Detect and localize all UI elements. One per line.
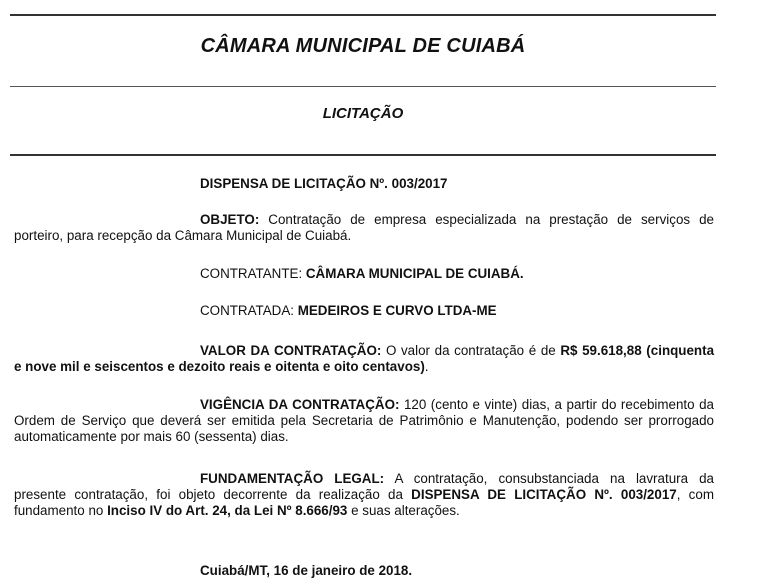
- contratante-line: [200, 266, 524, 282]
- valor-paragraph: [14, 343, 714, 375]
- top-rule: [10, 14, 716, 16]
- contratada-label: CONTRATADA:: [200, 303, 298, 318]
- valor-text: O valor da contratação é de: [381, 343, 561, 358]
- objeto-text: Contratação de empresa especializada na prestação de serviços de porteiro, para recepção da Câmara Municipal de Cuiabá.: [14, 212, 714, 243]
- header-divider: [10, 86, 716, 87]
- valor-extenso: (cinquenta e nove mil e seiscentos e dezoito reais e oitenta e oito centavos): [14, 343, 715, 374]
- institution-title: CÂMARA MUNICIPAL DE CUIABÁ: [200, 35, 526, 57]
- objeto-label: OBJETO:: [200, 212, 260, 227]
- contratante-label: CONTRATANTE:: [200, 266, 306, 281]
- valor-end: .: [424, 359, 429, 374]
- vigencia-paragraph: [14, 397, 714, 445]
- objeto-paragraph: [14, 212, 714, 244]
- contratante-value: CÂMARA MUNICIPAL DE CUIABÁ.: [305, 266, 524, 281]
- fundamentacao-dispensa: DISPENSA DE LICITAÇÃO Nº. 003/2017: [411, 487, 677, 502]
- dispensa-heading: DISPENSA DE LICITAÇÃO Nº. 003/2017: [200, 176, 448, 191]
- section-title: LICITAÇÃO: [322, 105, 404, 122]
- vigencia-text: 120 (cento e vinte) dias, a partir do recebimento da Ordem de Serviço que deverá ser emitida pela Secretaria de Patrimônio e Manutenção, podendo ser prorrogado automaticamente por mais 60 (sessenta) dias.: [14, 397, 715, 444]
- vigencia-label: VIGÊNCIA DA CONTRATAÇÃO:: [200, 397, 400, 412]
- contratada-value: MEDEIROS E CURVO LTDA-ME: [297, 303, 497, 318]
- valor-label: VALOR DA CONTRATAÇÃO:: [200, 343, 382, 358]
- date-line: Cuiabá/MT, 16 de janeiro de 2018.: [200, 563, 413, 578]
- fundamentacao-paragraph: [14, 471, 714, 519]
- fundamentacao-text-3: e suas alterações.: [347, 503, 460, 518]
- section-divider: [10, 154, 716, 156]
- fundamentacao-label: FUNDAMENTAÇÃO LEGAL:: [200, 471, 385, 486]
- contratada-line: [200, 303, 497, 319]
- fundamentacao-fundamento: Inciso IV do Art. 24, da Lei Nº 8.666/93: [107, 503, 348, 518]
- fundamentacao-text-1: A contratação, consubstanciada na lavratura da presente contratação, foi objeto decorrente da realização da: [14, 471, 714, 502]
- fundamentacao-text-2: , com fundamento no: [14, 487, 714, 518]
- valor-amount: R$ 59.618,88: [560, 343, 642, 358]
